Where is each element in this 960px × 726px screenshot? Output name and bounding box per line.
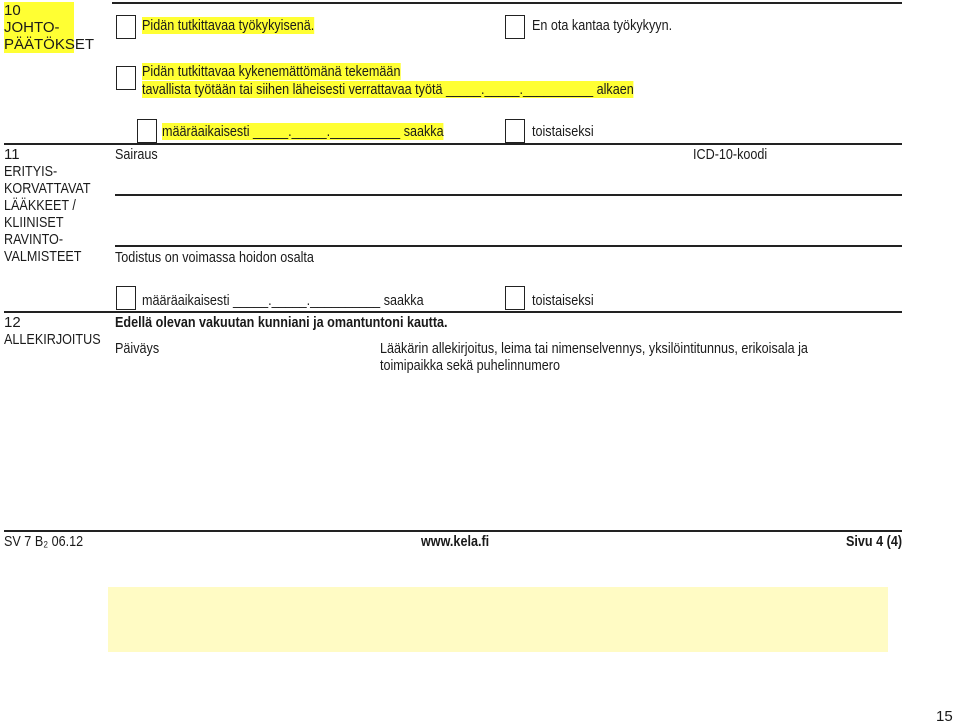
disease-field-line-2[interactable] <box>115 245 902 247</box>
section-divider-11 <box>4 143 902 145</box>
checkbox-until-further[interactable] <box>505 119 525 143</box>
section-title-line: JOHTO- <box>4 19 60 36</box>
section-10-top-rule <box>112 2 902 4</box>
declaration-text: Edellä olevan vakuutan kunniani ja omantuntoni kautta. <box>115 314 448 331</box>
section-number: 10 <box>4 2 21 19</box>
section-title-line: ERITYIS- <box>4 163 58 180</box>
checkbox-fixed-term[interactable] <box>137 119 157 143</box>
section-number: 11 <box>4 146 20 163</box>
section-title-line: LÄÄKKEET / <box>4 197 76 214</box>
label-no-stance: En ota kantaa työkykyyn. <box>532 17 673 34</box>
section-divider-12 <box>4 311 902 313</box>
form-code: SV 7 B₂ 06.12 <box>4 533 84 550</box>
section-11-label <box>4 146 104 265</box>
section-title-line: RAVINTO- <box>4 231 64 248</box>
icd-code-label: ICD-10-koodi <box>693 146 768 163</box>
section-title-line: VALMISTEET <box>4 248 82 265</box>
label-incapable: Pidän tutkittavaa kykenemättömänä tekemään tavallista työtään tai siihen läheisesti verrattavaa työtä _____._____.__________ alkaen <box>142 63 634 98</box>
section-12-label <box>4 314 104 348</box>
label-s11-fixed-term: määräaikaisesti _____._____.__________ saakka <box>142 292 424 309</box>
validity-label: Todistus on voimassa hoidon osalta <box>115 249 314 266</box>
note-box <box>108 587 888 652</box>
checkbox-s11-fixed-term[interactable] <box>116 286 136 310</box>
section-10-label <box>4 2 95 53</box>
section-title-line: KLIINISET <box>4 214 64 231</box>
checkbox-work-capable[interactable] <box>116 15 136 39</box>
label-s11-until-further: toistaiseksi <box>532 292 594 309</box>
signature-label: Lääkärin allekirjoitus, leima tai nimenselvennys, yksilöintitunnus, erikoisala ja toimipaikka sekä puhelinnumero <box>380 340 808 374</box>
section-title-line: PÄÄTÖKSET <box>4 36 95 53</box>
checkbox-s11-until-further[interactable] <box>505 286 525 310</box>
footer-rule <box>4 530 902 532</box>
label-until-further: toistaiseksi <box>532 123 594 140</box>
page-number: Sivu 4 (4) <box>846 533 903 550</box>
website-link[interactable]: www.kela.fi <box>421 533 490 550</box>
disease-field-line-1[interactable] <box>115 194 902 196</box>
label-fixed-term: määräaikaisesti _____._____.__________ saakka <box>162 123 444 140</box>
disease-label: Sairaus <box>115 146 158 163</box>
checkbox-no-stance[interactable] <box>505 15 525 39</box>
section-number: 12 <box>4 314 21 331</box>
section-title-line: KORVATTAVAT <box>4 180 91 197</box>
date-label: Päiväys <box>115 340 160 357</box>
label-work-capable: Pidän tutkittavaa työkykyisenä. <box>142 17 315 34</box>
checkbox-incapable[interactable] <box>116 66 136 90</box>
slide-number: 15 <box>936 708 953 725</box>
section-title-line: ALLEKIRJOITUS <box>4 331 101 348</box>
